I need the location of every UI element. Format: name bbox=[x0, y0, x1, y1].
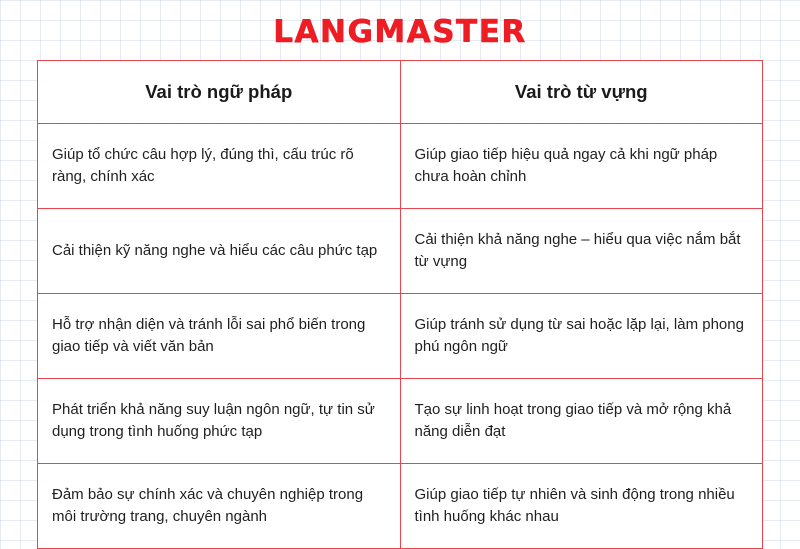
cell-vocabulary: Giúp tránh sử dụng từ sai hoặc lặp lại, làm phong phú ngôn ngữ bbox=[400, 294, 763, 379]
table-row bbox=[38, 294, 763, 379]
cell-grammar: Giúp tổ chức câu hợp lý, đúng thì, cấu trúc rõ ràng, chính xác bbox=[38, 124, 401, 209]
cell-vocabulary: Giúp giao tiếp hiệu quả ngay cả khi ngữ pháp chưa hoàn chỉnh bbox=[400, 124, 763, 209]
table-body bbox=[38, 124, 763, 549]
cell-grammar: Cải thiện kỹ năng nghe và hiểu các câu phức tạp bbox=[38, 209, 401, 294]
column-header-grammar: Vai trò ngữ pháp bbox=[38, 61, 401, 124]
cell-vocabulary: Cải thiện khả năng nghe – hiểu qua việc nắm bắt từ vựng bbox=[400, 209, 763, 294]
table-header bbox=[38, 61, 763, 124]
cell-vocabulary: Tạo sự linh hoạt trong giao tiếp và mở rộng khả năng diễn đạt bbox=[400, 379, 763, 464]
cell-grammar: Hỗ trợ nhận diện và tránh lỗi sai phổ biến trong giao tiếp và viết văn bản bbox=[38, 294, 401, 379]
cell-grammar: Đảm bảo sự chính xác và chuyên nghiệp trong môi trường trang, chuyên ngành bbox=[38, 464, 401, 549]
table-row bbox=[38, 464, 763, 549]
table-header-row bbox=[38, 61, 763, 124]
comparison-table-wrapper bbox=[37, 60, 763, 549]
comparison-table bbox=[37, 60, 763, 549]
table-row bbox=[38, 379, 763, 464]
column-header-vocabulary: Vai trò từ vựng bbox=[400, 61, 763, 124]
brand-logo: LANGMASTER bbox=[273, 14, 527, 50]
cell-vocabulary: Giúp giao tiếp tự nhiên và sinh động trong nhiều tình huống khác nhau bbox=[400, 464, 763, 549]
table-row bbox=[38, 209, 763, 294]
cell-grammar: Phát triển khả năng suy luận ngôn ngữ, tự tin sử dụng trong tình huống phức tạp bbox=[38, 379, 401, 464]
table-row bbox=[38, 124, 763, 209]
